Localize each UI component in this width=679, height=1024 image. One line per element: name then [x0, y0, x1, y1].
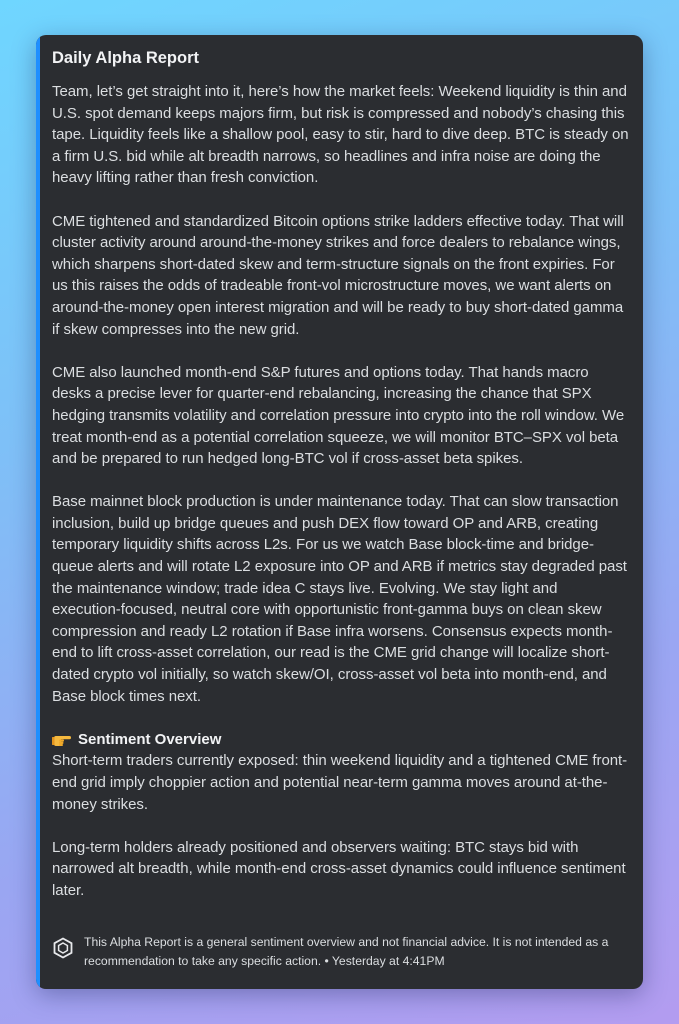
hexagon-logo-icon — [52, 937, 74, 959]
report-title: Daily Alpha Report — [52, 49, 199, 67]
report-paragraph-base: Base mainnet block production is under maintenance today. That can slow transaction inclusion, build up bridge queues and push DEX flow toward OP and ARB, creating temporary liquidity shifts across L2s. For us we watch Base block-time and bridge-queue alerts and will rotate L2 exposure into OP and ARB if metrics stay degraded past the maintenance window; trade idea C stays live. Evolving. We stay light and execution-focused, neutral core with opportunistic front-gamma buys on clean skew compression and ready L2 rotation if Base infra worsens. Consensus expects month-end to lift cross-asset correlation, our read is the CME grid change will localize short-dated crypto vol initially, so watch skew/OI, cross-asset vol beta into month-end, and Base block times next. — [52, 493, 627, 705]
footer-disclaimer: This Alpha Report is a general sentiment overview and not financial advice. It is not intended as a recommendation to take any specific action. • Yesterday at 4:41PM — [84, 935, 609, 968]
sentiment-heading — [52, 729, 630, 751]
sentiment-heading-label: Sentiment Overview — [78, 730, 222, 748]
report-paragraph-intro: Team, let’s get straight into it, here’s how the market feels: Weekend liquidity is thin and U.S. spot demand keeps majors firm, but risk is compressed and nobody’s chasing this tape. Liquidity feels like a shallow pool, easy to stir, hard to dive deep. BTC is steady on a firm U.S. bid while alt breadth narrows, so headlines and infra noise are doing the heavy lifting rather than fresh conviction. — [52, 83, 629, 187]
report-paragraph-cme-sp: CME also launched month-end S&P futures and options today. That hands macro desks a precise lever for quarter-end rebalancing, increasing the chance that SPX hedging transmits volatility and correlation pressure into crypto into the roll window. We treat month-end as a potential correlation squeeze, we will monitor BTC–SPX vol beta and be prepared to run hedged long-BTC vol if cross-asset beta spikes. — [52, 363, 625, 468]
embed-content — [52, 47, 630, 902]
report-paragraph-cme-options: CME tightened and standardized Bitcoin options strike ladders effective today. That will cluster activity around around-the-money strikes and force dealers to rebalance wings, which sharpens short-dated skew and term-structure signals on the front expiries. For us this raises the odds of tradeable front-vol microstructure moves, we want alerts on around-the-money open interest migration and will be ready to buy short-dated gamma if skew compresses into the new grid. — [52, 212, 624, 338]
pointing-hand-icon — [52, 732, 72, 748]
sentiment-short-term: Short-term traders currently exposed: thin weekend liquidity and a tightened CME front-end grid imply choppier action and potential near-term gamma moves around at-the-money strikes. — [52, 752, 628, 813]
alpha-report-embed — [36, 35, 643, 989]
embed-footer — [52, 933, 632, 971]
sentiment-long-term: Long-term holders already positioned and observers waiting: BTC stays bid with narrowed alt breadth, while month-end cross-asset dynamics could influence sentiment later. — [52, 838, 626, 899]
